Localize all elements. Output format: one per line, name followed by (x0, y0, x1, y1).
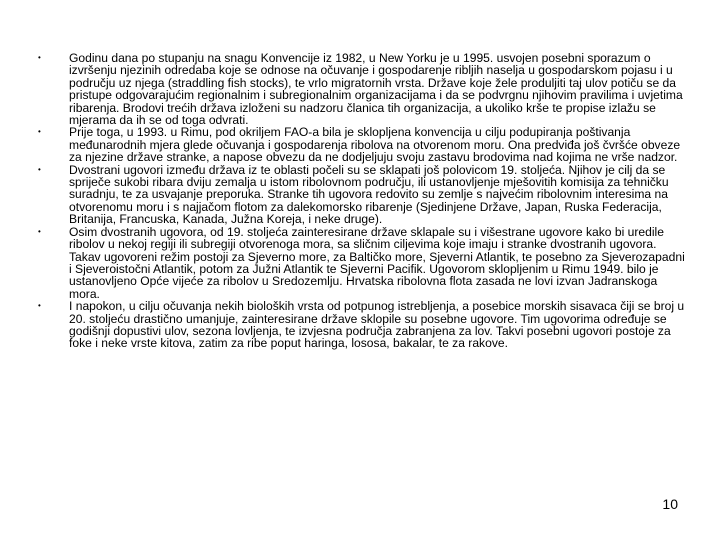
bullet-text: Osim dvostranih ugovora, od 19. stoljeća zainteresirane države sklapale su i višestrane ugovore kako bi uredile ribolov u nekoj regiji ili subregiji otvorenoga mora, sa sličnim ciljevima koje imaju i stranke dvostranih ugovora. Takav ugovoreni režim postoji za Sjeverno more, za Baltičko more, Sjeverni Atlantik, te posebno za Sjeverozapadni i Sjeveroistočni Atlantik, potom za Južni Atlantik te Sjeverni Pacifik. Ugovorom sklopljenim u Rimu 1949. bilo je ustanovljeno Opće vijeće za ribolov u Sredozemlju. Hrvatska ribolovna flota zasada ne lovi izvan Jadranskoga mora. (69, 224, 685, 301)
bullet-item (38, 226, 686, 300)
bullet-icon: • (38, 127, 41, 137)
bullet-icon: • (38, 301, 41, 311)
bullet-item (38, 52, 686, 126)
bullet-list (38, 52, 686, 350)
bullet-text: I napokon, u cilju očuvanja nekih bioloških vrsta od potpunog istrebljenja, a posebice morskih sisavaca čiji se broj u 20. stoljeću drastično umanjuje, zainteresirane države sklopile su posebne ugovore. Tim ugovorima određuje se godišnji dopustivi ulov, sezona lovljenja, te izvjesna područja zabranjena za lov. Takvi posebni ugovori postoje za foke i neke vrste kitova, zatim za ribe poput haringa, lososa, bakalar, te za rakove. (69, 299, 685, 351)
bullet-item (38, 164, 686, 226)
bullet-text: Dvostrani ugovori između država iz te oblasti počeli su se sklapati još polovicom 19. stoljeća. Njihov je cilj da se spriječe sukobi ribara dviju zemalja u istom ribolovnom području, ili ustanovljenje mješovitih komisija za tehničku suradnju, te za usvajanje preporuka. Stranke tih ugovora redovito su zemlje s najvećim ribolovnim interesima na otvorenomu moru i s najjačom flotom za dalekomorsko ribarenje (Sjedinjene Države, Japan, Ruska Federacija, Britanija, Francuska, Kanada, Južna Koreja, i neke druge). (69, 162, 669, 227)
bullet-icon: • (38, 226, 41, 236)
page-number: 10 (662, 496, 678, 512)
bullet-text: Godinu dana po stupanju na snagu Konvencije iz 1982, u New Yorku je u 1995. usvojen posebni sporazum o izvršenju njezinih odredaba koje se odnose na očuvanje i gospodarenje ribljih naselja u gospodarskom pojasu i u području uz njega (straddling fish stocks), te vrlo migratornih vrsta. Države koje žele produljiti taj ulov potiču se da pristupe odgovarajućim regionalnim i subregionalnim organizacijama i da se podvrgnu njihovim pravilima i uvjetima ribarenja. Brodovi trećih država izloženi su nadzoru članica tih organizacija, a ukoliko krše te propise izlažu se mjerama da ih se od toga odvrati. (69, 51, 683, 128)
bullet-item (38, 300, 686, 350)
bullet-icon: • (38, 164, 41, 174)
bullet-icon: • (38, 53, 41, 62)
bullet-text: Prije toga, u 1993. u Rimu, pod okriljem FAO-a bila je sklopljena konvencija u cilju podupiranja poštivanja međunarodnih mjera glede očuvanja i gospodarenja ribolova na otvorenom moru. Ona predviđa još čvršće obveze za njezine države stranke, a napose obvezu da ne dodjeljuju svoju zastavu brodovima nad kojima ne vrše nadzor. (69, 125, 681, 165)
bullet-item (38, 126, 686, 163)
